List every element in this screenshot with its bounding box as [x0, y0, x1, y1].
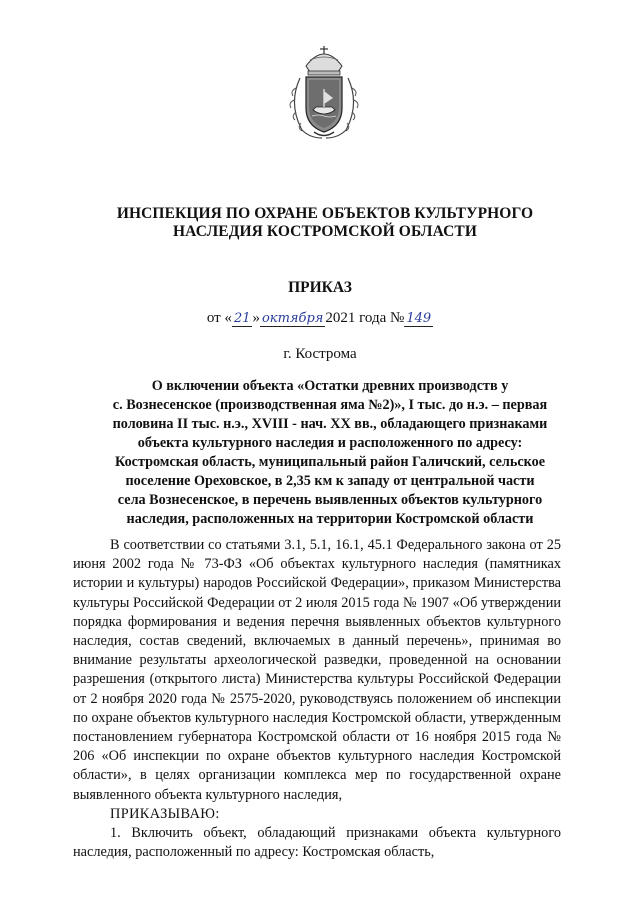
coat-of-arms-icon	[286, 44, 362, 142]
order-subject	[100, 377, 560, 529]
date-year: 2021 года №	[325, 310, 405, 326]
date-month: октября	[261, 311, 324, 326]
date-prefix: от «	[206, 310, 232, 326]
preamble-paragraph: В соответствии со статьями 3.1, 5.1, 16.1, 45.1 Федерального закона от 25 июня 2002 года № 73-ФЗ «Об объектах культурного наследия (памятниках истории и культуры) народов Российской Федерации», приказом Министерства культуры Российской Федерации от 2 июля 2015 года № 1907 «Об утверждении порядка формирования и ведения перечня выявленных объектов культурного наследия, состав сведений, включаемых в данный перечень», принимая во внимание результаты археологической разведки, проведенной на основании разрешения (открытого листа) Министерства культуры Российской Федерации от 2 ноября 2020 года № 2575-2020, руководствуясь положением об инспекции по охране объектов культурного наследия Костромской области, утвержденным постановлением губернатора Костромской области от 16 ноября 2015 года № 206 «Об инспекции по охране объектов культурного наследия Костромской области», в целях организации комплекса мер по государственной охране выявленного объекта культурного наследия,	[73, 537, 561, 803]
organization-name	[80, 205, 570, 241]
document-type: ПРИКАЗ	[288, 279, 352, 296]
org-line-2: НАСЛЕДИЯ КОСТРОМСКОЙ ОБЛАСТИ	[173, 223, 477, 240]
order-word: ПРИКАЗЫВАЮ:	[110, 805, 220, 822]
subject-line: поселение Ореховское, в 2,35 км к западу от центральной части	[125, 473, 535, 489]
subject-line: села Вознесенское, в перечень выявленных объектов культурного	[117, 492, 543, 508]
subject-line: Костромская область, муниципальный район Галичский, сельское	[114, 454, 546, 470]
point-1: 1. Включить объект, обладающий признаками объекта культурного наследия, расположенный по адресу: Костромская область,	[73, 825, 561, 861]
subject-line: половина II тыс. н.э., XVIII - нач. XX вв., обладающего признаками	[112, 416, 548, 432]
org-line-1: ИНСПЕКЦИЯ ПО ОХРАНЕ ОБЪЕКТОВ КУЛЬТУРНОГО	[116, 205, 534, 222]
date-day: 21	[233, 311, 251, 326]
city: г. Кострома	[283, 346, 357, 362]
document-number: 149	[406, 311, 432, 326]
subject-line: с. Вознесенское (производственная яма №2)», I тыс. до н.э. – первая	[112, 397, 548, 413]
subject-line: объекта культурного наследия и расположенного по адресу:	[137, 435, 523, 451]
subject-line: О включении объекта «Остатки древних производств у	[151, 378, 509, 394]
date-mid: »	[252, 310, 260, 326]
order-body	[73, 536, 561, 862]
subject-line: наследия, расположенных на территории Костромской области	[126, 511, 534, 527]
date-line	[0, 310, 640, 327]
